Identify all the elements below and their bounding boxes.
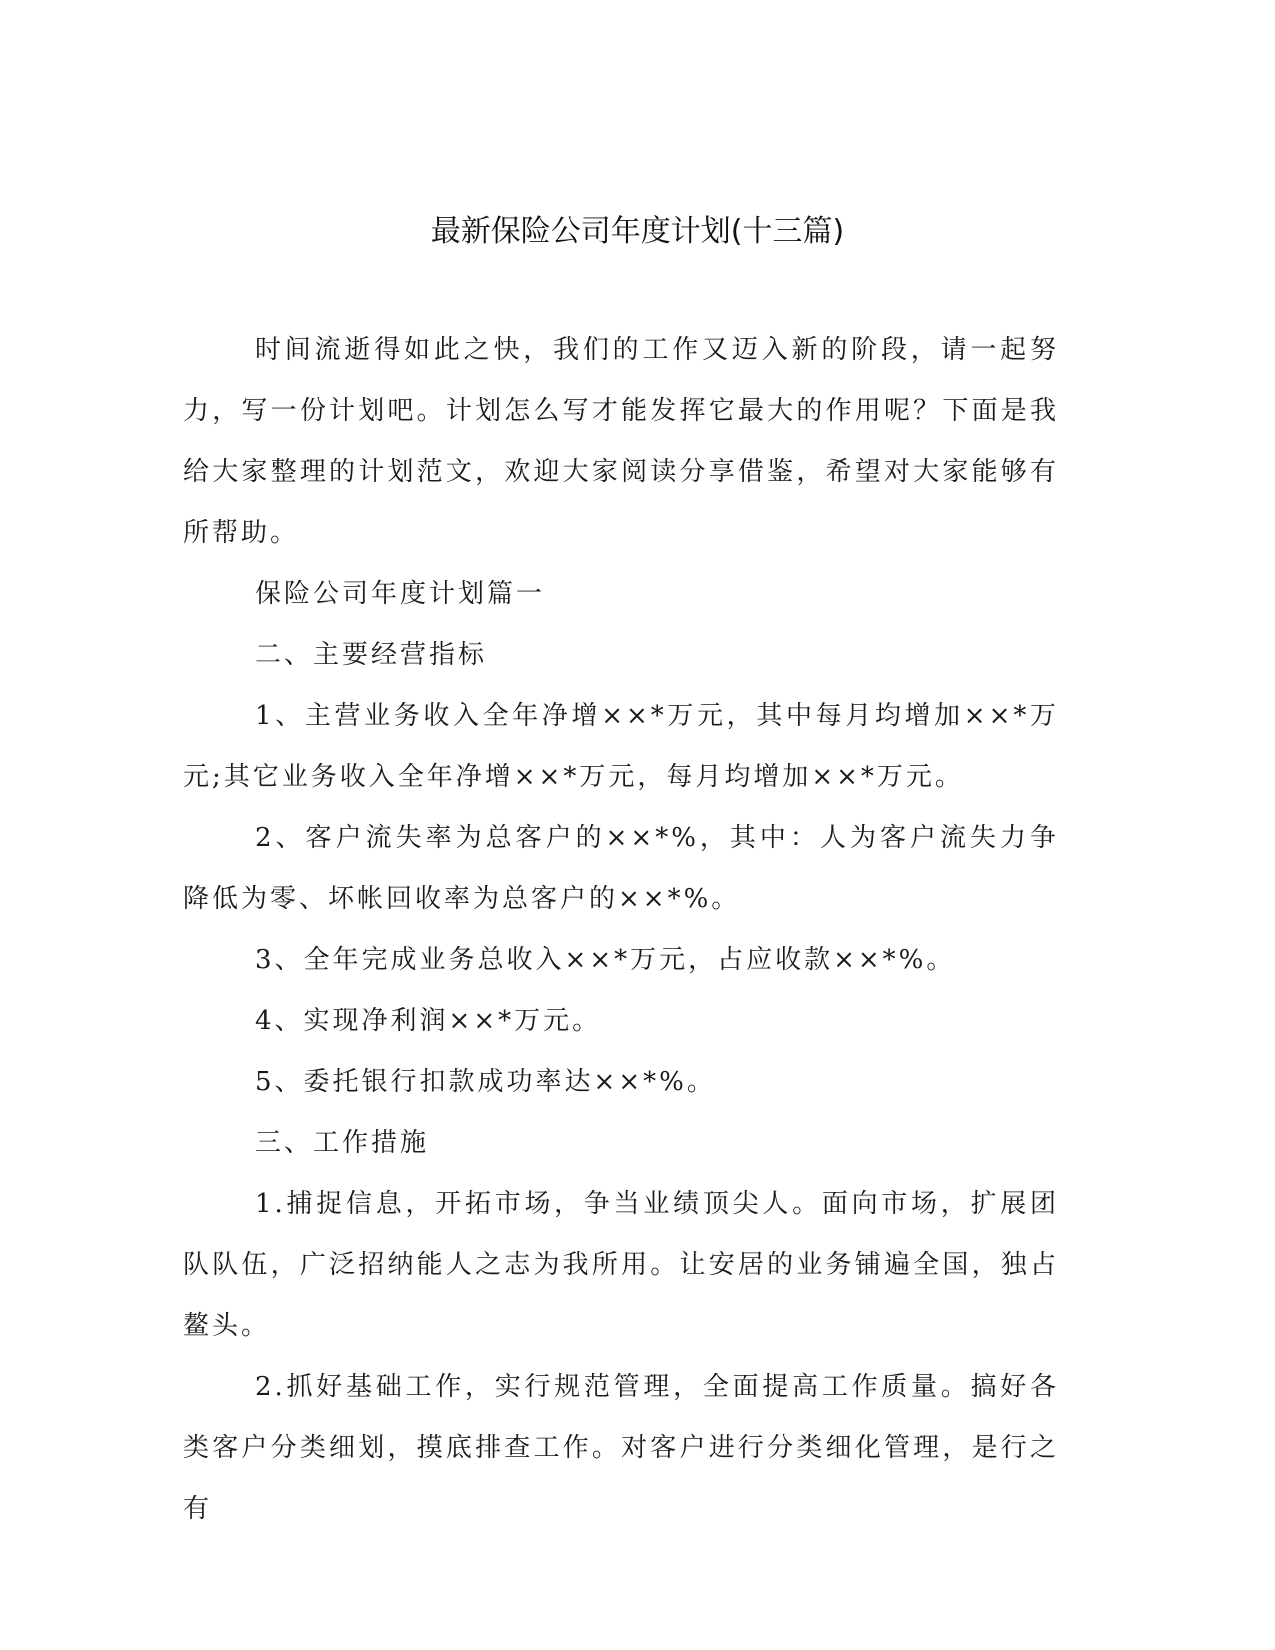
document-title: 最新保险公司年度计划(十三篇) <box>430 214 845 249</box>
measure-item-1: 1.捕捉信息，开拓市场，争当业绩顶尖人。面向市场，扩展团队队伍，广泛招纳能人之志为我所用。让安居的业务铺遍全国，独占鳌头。 <box>183 1189 1059 1341</box>
section-heading-work-measures: 三、工作措施 <box>255 1128 430 1158</box>
measure-item-2: 2.抓好基础工作，实行规范管理，全面提高工作质量。搞好各类客户分类细划，摸底排查工作。对客户进行分类细化管理，是行之有 <box>183 1372 1059 1524</box>
indicator-item-2: 2、客户流失率为总客户的××*%，其中：人为客户流失力争降低为零、坏帐回收率为总客户的××*%。 <box>183 823 1059 914</box>
indicator-item-5: 5、委托银行扣款成功率达××*%。 <box>255 1067 716 1097</box>
intro-paragraph: 时间流逝得如此之快，我们的工作又迈入新的阶段，请一起努力，写一份计划吧。计划怎么写才能发挥它最大的作用呢？下面是我给大家整理的计划范文，欢迎大家阅读分享借鉴，希望对大家能够有所帮助。 <box>183 335 1059 548</box>
indicator-item-4: 4、实现净利润××*万元。 <box>255 1006 602 1036</box>
indicator-item-1: 1、主营业务收入全年净增××*万元，其中每月均增加××*万元;其它业务收入全年净增××*万元，每月均增加××*万元。 <box>183 701 1059 792</box>
section-heading-part-one: 保险公司年度计划篇一 <box>255 579 546 609</box>
indicator-item-3: 3、全年完成业务总收入××*万元，占应收款××*%。 <box>255 945 956 975</box>
section-heading-main-indicators: 二、主要经营指标 <box>255 640 488 670</box>
document-body <box>183 320 1059 1540</box>
